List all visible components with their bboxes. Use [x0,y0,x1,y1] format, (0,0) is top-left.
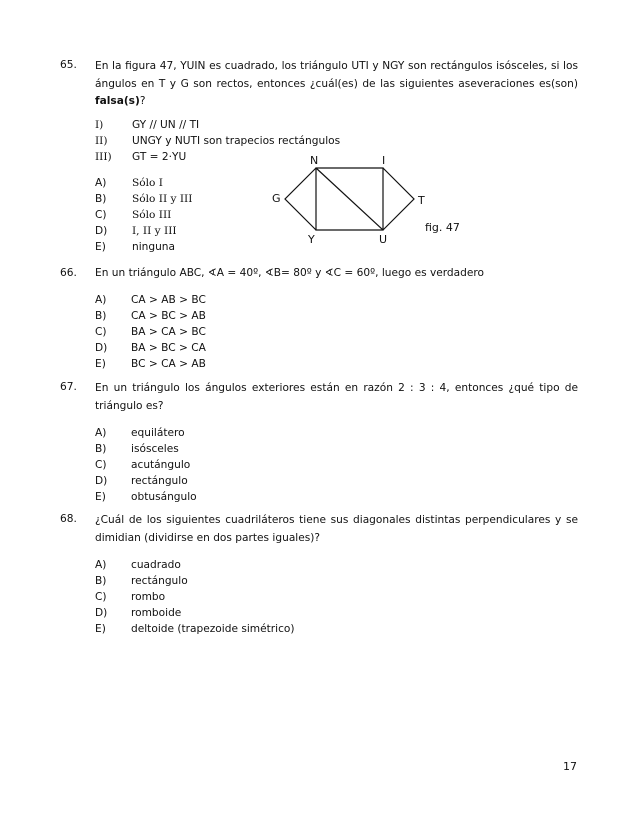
option-item [95,207,171,223]
option-item [95,605,181,621]
option-item [95,557,181,573]
option-item [95,441,179,457]
statement-item [95,149,186,165]
stem-end: ? [139,95,146,107]
option-text: equilátero [131,427,185,439]
option-text: I, II y III [132,225,177,237]
option-label: A) [95,294,107,306]
option-item [95,589,165,605]
triangle-ngy [285,168,316,230]
option-label: E) [95,491,106,503]
option-label: D) [95,475,108,487]
option-item [95,621,295,637]
option-label: E) [95,623,106,635]
option-text: BA > CA > BC [131,326,206,338]
option-item [95,292,206,308]
option-label: E) [95,358,106,370]
option-label: D) [95,607,108,619]
question-number-66: 66. [60,267,77,279]
figure-47-diagram [265,150,485,250]
option-item [95,356,206,372]
option-text: isósceles [131,443,179,455]
option-item [95,489,197,505]
point-label-t: T [418,194,425,207]
option-text: obtusángulo [131,491,197,503]
diagonal-nu [316,168,383,230]
option-item [95,457,190,473]
statement-label: I) [95,119,104,131]
option-text: rectángulo [131,575,188,587]
option-item [95,473,188,489]
option-text: BC > CA > AB [131,358,206,370]
option-label: A) [95,559,107,571]
option-text: cuadrado [131,559,181,571]
statement-item [95,117,199,133]
option-item [95,308,206,324]
option-text: Sólo III [132,209,172,221]
option-text: Sólo II y III [132,193,193,205]
option-text: rectángulo [131,475,188,487]
statement-label: II) [95,135,108,147]
question-number-67: 67. [60,381,77,393]
option-text: Sólo I [132,177,163,189]
option-text: deltoide (trapezoide simétrico) [131,623,295,635]
option-label: C) [95,209,107,221]
option-label: B) [95,193,107,205]
option-label: C) [95,459,107,471]
question-number-68: 68. [60,513,77,525]
option-text: CA > AB > BC [131,294,206,306]
option-item [95,340,206,356]
option-label: B) [95,443,107,455]
option-label: D) [95,342,108,354]
statement-label: III) [95,151,112,163]
stem-bold-word: falsa(s) [95,95,140,107]
statement-item [95,133,340,149]
option-item [95,175,163,191]
point-label-y: Y [308,233,315,246]
option-text: romboide [131,607,182,619]
option-item [95,324,206,340]
option-text: CA > BC > AB [131,310,206,322]
question-stem-67: En un triángulo los ángulos exteriores están en razón 2 : 3 : 4, entonces ¿qué tipo de triángulo es? [95,382,578,412]
question-stem-65 [95,58,578,111]
point-label-u: U [379,233,388,246]
stem-text: En la figura 47, YUIN es cuadrado, los triángulo UTI y NGY son rectángulos isósceles, si los ángulos en T y G son rectos, entonces ¿cuál(es) de las siguientes aseveraciones es(son) [95,60,578,90]
statement-text: UNGY y NUTI son trapecios rectángulos [132,135,341,147]
figure-caption: fig. 47 [425,221,460,234]
option-item [95,223,177,239]
statement-text: GT = 2·YU [132,151,187,163]
option-item [95,573,188,589]
option-label: D) [95,225,108,237]
point-label-g: G [272,192,281,205]
point-label-n: N [310,154,319,167]
question-stem-66: En un triángulo ABC, ∢A = 40º, ∢B= 80º y ∢C = 60º, luego es verdadero [95,267,484,279]
option-label: B) [95,575,107,587]
option-label: B) [95,310,107,322]
point-label-i: I [382,154,386,167]
option-item [95,425,185,441]
option-text: acutángulo [131,459,191,471]
option-label: C) [95,591,107,603]
option-item [95,239,175,255]
question-stem-68: ¿Cuál de los siguientes cuadriláteros tiene sus diagonales distintas perpendiculares y se dimidian (dividirse en dos partes iguales)? [95,514,578,544]
option-text: ninguna [132,241,176,253]
option-label: A) [95,427,107,439]
triangle-uti [383,168,414,230]
option-text: rombo [131,591,166,603]
option-label: A) [95,177,107,189]
option-label: E) [95,241,106,253]
page-number: 17 [563,760,577,773]
option-item [95,191,192,207]
statement-text: GY // UN // TI [132,119,200,131]
question-number-65: 65. [60,59,77,71]
option-label: C) [95,326,107,338]
option-text: BA > BC > CA [131,342,206,354]
